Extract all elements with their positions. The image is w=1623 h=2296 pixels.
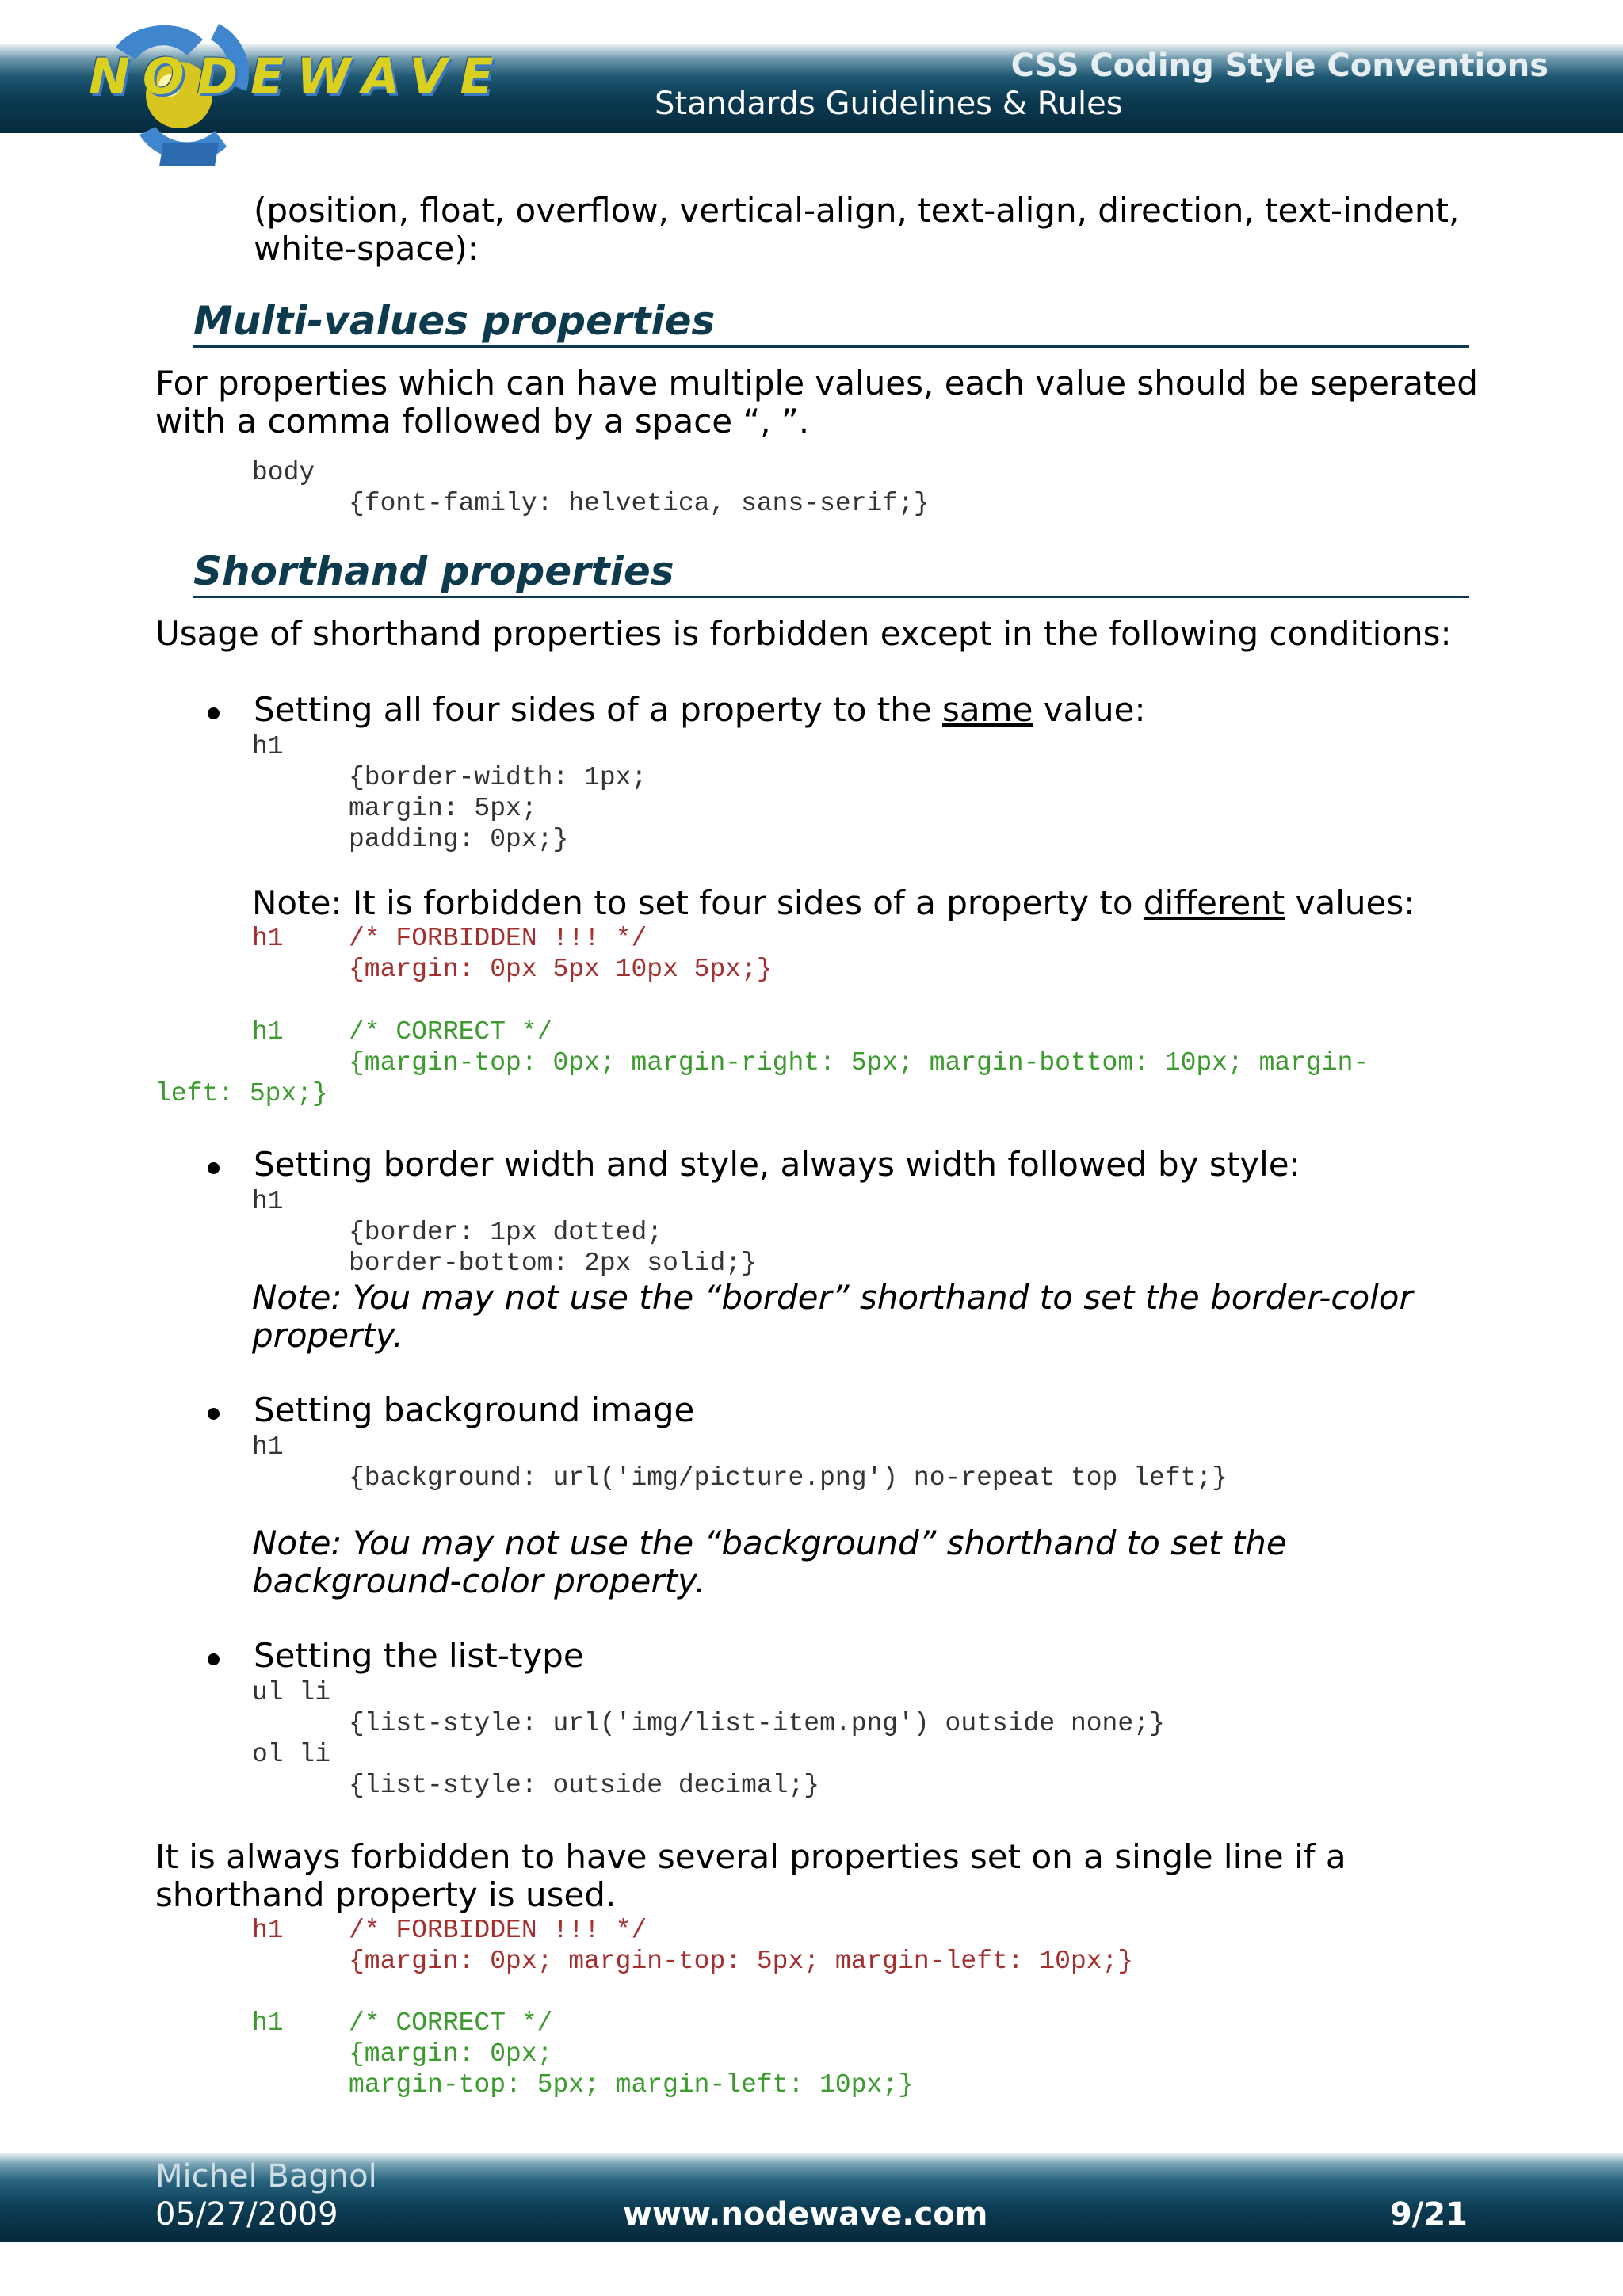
document-subtitle: Standards Guidelines & Rules bbox=[655, 86, 1123, 122]
code-line-forbidden: {margin: 0px; margin-top: 5px; margin-left: 10px;} bbox=[349, 1947, 1134, 1976]
paragraph-line: It is always forbidden to have several properties set on a single line if a bbox=[155, 1837, 1346, 1876]
bullet-text: Setting border width and style, always width followed by style: bbox=[254, 1145, 1300, 1184]
code-line: h1 bbox=[252, 732, 284, 761]
code-line: ul li bbox=[252, 1678, 331, 1707]
code-line: ol li bbox=[252, 1740, 331, 1769]
code-line: {border-width: 1px; bbox=[349, 763, 647, 792]
bullet-icon bbox=[208, 1162, 220, 1174]
bullet-text: Setting background image bbox=[254, 1390, 695, 1429]
code-comment-forbidden: /* FORBIDDEN !!! */ bbox=[349, 924, 647, 953]
bullet-text: Setting all four sides of a property to the same value: bbox=[254, 690, 1146, 729]
footer-date: 05/27/2009 bbox=[155, 2196, 338, 2233]
code-line-correct: {margin-top: 0px; margin-right: 5px; margin-bottom: 10px; margin- bbox=[349, 1048, 1369, 1077]
code-line: {list-style: url('img/list-item.png') outside none;} bbox=[349, 1709, 1165, 1738]
section-rule bbox=[193, 345, 1469, 348]
bullet-icon bbox=[208, 1408, 220, 1420]
code-selector-forbidden: h1 bbox=[252, 1916, 284, 1945]
section-heading-shorthand: Shorthand properties bbox=[193, 548, 674, 594]
code-line-correct: left: 5px;} bbox=[155, 1079, 328, 1108]
code-line-correct: {margin: 0px; bbox=[349, 2039, 553, 2069]
note-border-color: Note: You may not use the “border” shorthand to set the border-color bbox=[252, 1278, 1413, 1317]
note-different-values: Note: It is forbidden to set four sides of a property to different values: bbox=[252, 883, 1415, 922]
code-line: body bbox=[252, 458, 315, 487]
paragraph-line: Usage of shorthand properties is forbidden except in the following conditions: bbox=[155, 614, 1452, 653]
paragraph-line: shorthand property is used. bbox=[155, 1875, 617, 1914]
bullet-icon bbox=[208, 707, 220, 719]
section-rule bbox=[193, 596, 1469, 598]
code-comment-correct: /* CORRECT */ bbox=[349, 2008, 553, 2038]
footer-website-link[interactable]: www.nodewave.com bbox=[623, 2196, 988, 2233]
code-line-forbidden: {margin: 0px 5px 10px 5px;} bbox=[349, 955, 773, 984]
code-line: {list-style: outside decimal;} bbox=[349, 1771, 820, 1800]
code-comment-correct: /* CORRECT */ bbox=[349, 1017, 553, 1047]
code-line: {font-family: helvetica, sans-serif;} bbox=[349, 489, 930, 518]
code-selector-forbidden: h1 bbox=[252, 924, 284, 953]
document-title: CSS Coding Style Conventions bbox=[1010, 48, 1549, 84]
code-line: {border: 1px dotted; bbox=[349, 1218, 663, 1247]
bullet-icon bbox=[208, 1653, 220, 1665]
paragraph-line: with a comma followed by a space “, ”. bbox=[155, 402, 810, 441]
code-selector-correct: h1 bbox=[252, 2008, 284, 2038]
paragraph-line: For properties which can have multiple values, each value should be seperated bbox=[155, 364, 1478, 402]
code-comment-forbidden: /* FORBIDDEN !!! */ bbox=[349, 1916, 647, 1945]
footer-page-number: 9/21 bbox=[1389, 2196, 1468, 2233]
intro-line-2: white-space): bbox=[254, 229, 479, 268]
code-line: margin: 5px; bbox=[349, 794, 537, 823]
note-background-color: background-color property. bbox=[252, 1562, 706, 1600]
note-background-color: Note: You may not use the “background” shorthand to set the bbox=[252, 1524, 1287, 1562]
intro-line-1: (position, float, overflow, vertical-align, text-align, direction, text-indent, bbox=[254, 191, 1460, 230]
code-line: h1 bbox=[252, 1187, 284, 1216]
note-border-color: property. bbox=[252, 1316, 403, 1355]
logo-wordmark: NODEWAVE bbox=[89, 48, 506, 105]
code-line-correct: margin-top: 5px; margin-left: 10px;} bbox=[349, 2070, 914, 2100]
code-line: {background: url('img/picture.png') no-repeat top left;} bbox=[349, 1463, 1228, 1493]
code-line: border-bottom: 2px solid;} bbox=[349, 1249, 757, 1278]
code-line: h1 bbox=[252, 1432, 284, 1462]
code-selector-correct: h1 bbox=[252, 1017, 284, 1047]
footer-author: Michel Bagnol bbox=[155, 2158, 377, 2195]
section-heading-multi-values: Multi-values properties bbox=[193, 298, 716, 344]
bullet-text: Setting the list-type bbox=[254, 1636, 584, 1675]
code-line: padding: 0px;} bbox=[349, 825, 569, 854]
